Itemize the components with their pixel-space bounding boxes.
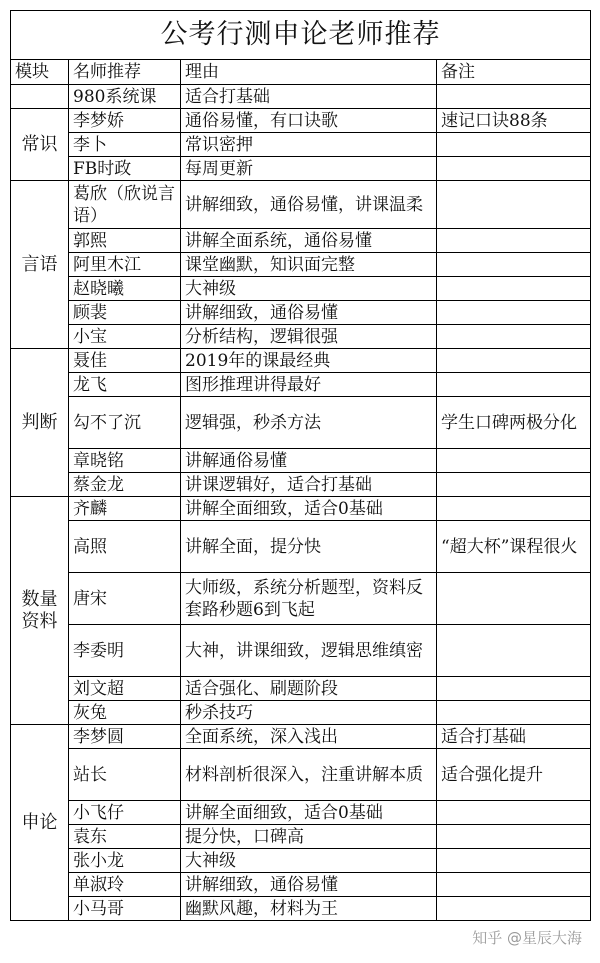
teacher-cell: 阿里木江 [69, 253, 181, 277]
reason-cell: 讲解全面系统，通俗易懂 [181, 229, 437, 253]
table-row [11, 325, 591, 349]
reason-cell: 适合强化、刷题阶段 [181, 677, 437, 701]
reason-cell: 讲解全面细致，适合0基础 [181, 497, 437, 521]
teacher-cell: 章晓铭 [69, 449, 181, 473]
reason-cell: 课堂幽默，知识面完整 [181, 253, 437, 277]
header-row [11, 60, 591, 85]
note-cell: 适合强化提升 [437, 749, 591, 801]
note-cell: 速记口诀88条 [437, 109, 591, 133]
table-row [11, 497, 591, 521]
teacher-cell: 李委明 [69, 625, 181, 677]
teacher-cell: FB时政 [69, 157, 181, 181]
table-row [11, 397, 591, 449]
table-row [11, 677, 591, 701]
reason-cell: 分析结构，逻辑很强 [181, 325, 437, 349]
note-cell: 学生口碑两极分化 [437, 397, 591, 449]
table-row [11, 873, 591, 897]
reason-cell: 讲课逻辑好，适合打基础 [181, 473, 437, 497]
note-cell [437, 229, 591, 253]
teacher-cell: 勾不了沉 [69, 397, 181, 449]
table-row [11, 253, 591, 277]
note-cell [437, 133, 591, 157]
teacher-table [10, 10, 591, 921]
reason-cell: 讲解全面细致，适合0基础 [181, 801, 437, 825]
recommendation-sheet [10, 10, 590, 921]
table-title: 公考行测申论老师推荐 [11, 11, 591, 60]
reason-cell: 秒杀技巧 [181, 701, 437, 725]
reason-cell: 大神级 [181, 849, 437, 873]
reason-cell: 幽默风趣，材料为王 [181, 897, 437, 921]
module-cell-empty [11, 85, 69, 109]
table-row [11, 701, 591, 725]
note-cell [437, 157, 591, 181]
module-changshi: 常识 [11, 109, 69, 181]
reason-cell: 大师级，系统分析题型，资料反套路秒题6到飞起 [181, 573, 437, 625]
note-cell [437, 301, 591, 325]
note-cell [437, 473, 591, 497]
table-row [11, 573, 591, 625]
teacher-cell: 李卜 [69, 133, 181, 157]
reason-cell: 通俗易懂，有口诀歌 [181, 109, 437, 133]
note-cell: “超大杯”课程很火 [437, 521, 591, 573]
note-cell [437, 449, 591, 473]
reason-cell: 逻辑强，秒杀方法 [181, 397, 437, 449]
teacher-cell: 李梦圆 [69, 725, 181, 749]
reason-cell: 提分快，口碑高 [181, 825, 437, 849]
header-note: 备注 [437, 60, 591, 85]
table-row [11, 229, 591, 253]
teacher-cell: 顾裴 [69, 301, 181, 325]
note-cell [437, 625, 591, 677]
zhihu-watermark: 知乎 @星辰大海 [468, 926, 586, 949]
table-row [11, 181, 591, 229]
header-teacher: 名师推荐 [69, 60, 181, 85]
teacher-cell: 灰兔 [69, 701, 181, 725]
table-row [11, 85, 591, 109]
note-cell [437, 277, 591, 301]
reason-cell: 大神，讲课细致，逻辑思维缜密 [181, 625, 437, 677]
note-cell [437, 701, 591, 725]
table-row [11, 449, 591, 473]
teacher-cell: 小宝 [69, 325, 181, 349]
teacher-cell: 小马哥 [69, 897, 181, 921]
note-cell [437, 253, 591, 277]
table-row [11, 133, 591, 157]
teacher-cell: 单淑玲 [69, 873, 181, 897]
teacher-cell: 唐宋 [69, 573, 181, 625]
teacher-cell: 赵晓曦 [69, 277, 181, 301]
module-panduan: 判断 [11, 349, 69, 497]
reason-cell: 适合打基础 [181, 85, 437, 109]
teacher-cell: 刘文超 [69, 677, 181, 701]
note-cell [437, 325, 591, 349]
note-cell [437, 573, 591, 625]
note-cell [437, 181, 591, 229]
note-cell [437, 497, 591, 521]
reason-cell: 大神级 [181, 277, 437, 301]
teacher-cell: 葛欣（欣说言语） [69, 181, 181, 229]
reason-cell: 常识密押 [181, 133, 437, 157]
table-row [11, 801, 591, 825]
table-row [11, 109, 591, 133]
note-cell [437, 801, 591, 825]
note-cell [437, 349, 591, 373]
reason-cell: 每周更新 [181, 157, 437, 181]
note-cell [437, 677, 591, 701]
note-cell [437, 85, 591, 109]
note-cell [437, 873, 591, 897]
header-reason: 理由 [181, 60, 437, 85]
header-module: 模块 [11, 60, 69, 85]
table-row [11, 849, 591, 873]
table-row [11, 349, 591, 373]
table-row [11, 277, 591, 301]
reason-cell: 2019年的课最经典 [181, 349, 437, 373]
teacher-cell: 郭熙 [69, 229, 181, 253]
reason-cell: 讲解细致，通俗易懂 [181, 873, 437, 897]
module-shenlun: 申论 [11, 725, 69, 921]
teacher-cell: 小飞仔 [69, 801, 181, 825]
table-row [11, 897, 591, 921]
table-row [11, 301, 591, 325]
note-cell [437, 373, 591, 397]
teacher-cell: 袁东 [69, 825, 181, 849]
table-row [11, 725, 591, 749]
module-shuliang: 数量资料 [11, 497, 69, 725]
table-row [11, 749, 591, 801]
teacher-cell: 蔡金龙 [69, 473, 181, 497]
reason-cell: 讲解全面，提分快 [181, 521, 437, 573]
table-row [11, 521, 591, 573]
reason-cell: 讲解通俗易懂 [181, 449, 437, 473]
teacher-cell: 张小龙 [69, 849, 181, 873]
note-cell [437, 897, 591, 921]
note-cell [437, 825, 591, 849]
note-cell [437, 849, 591, 873]
table-row [11, 625, 591, 677]
reason-cell: 讲解细致，通俗易懂 [181, 301, 437, 325]
table-row [11, 373, 591, 397]
note-cell: 适合打基础 [437, 725, 591, 749]
teacher-cell: 聂佳 [69, 349, 181, 373]
teacher-cell: 980系统课 [69, 85, 181, 109]
table-row [11, 473, 591, 497]
teacher-cell: 高照 [69, 521, 181, 573]
reason-cell: 全面系统，深入浅出 [181, 725, 437, 749]
reason-cell: 材料剖析很深入，注重讲解本质 [181, 749, 437, 801]
teacher-cell: 李梦娇 [69, 109, 181, 133]
teacher-cell: 龙飞 [69, 373, 181, 397]
teacher-cell: 站长 [69, 749, 181, 801]
reason-cell: 图形推理讲得最好 [181, 373, 437, 397]
teacher-cell: 齐麟 [69, 497, 181, 521]
module-yanyu: 言语 [11, 181, 69, 349]
reason-cell: 讲解细致，通俗易懂，讲课温柔 [181, 181, 437, 229]
table-row [11, 825, 591, 849]
table-row [11, 157, 591, 181]
